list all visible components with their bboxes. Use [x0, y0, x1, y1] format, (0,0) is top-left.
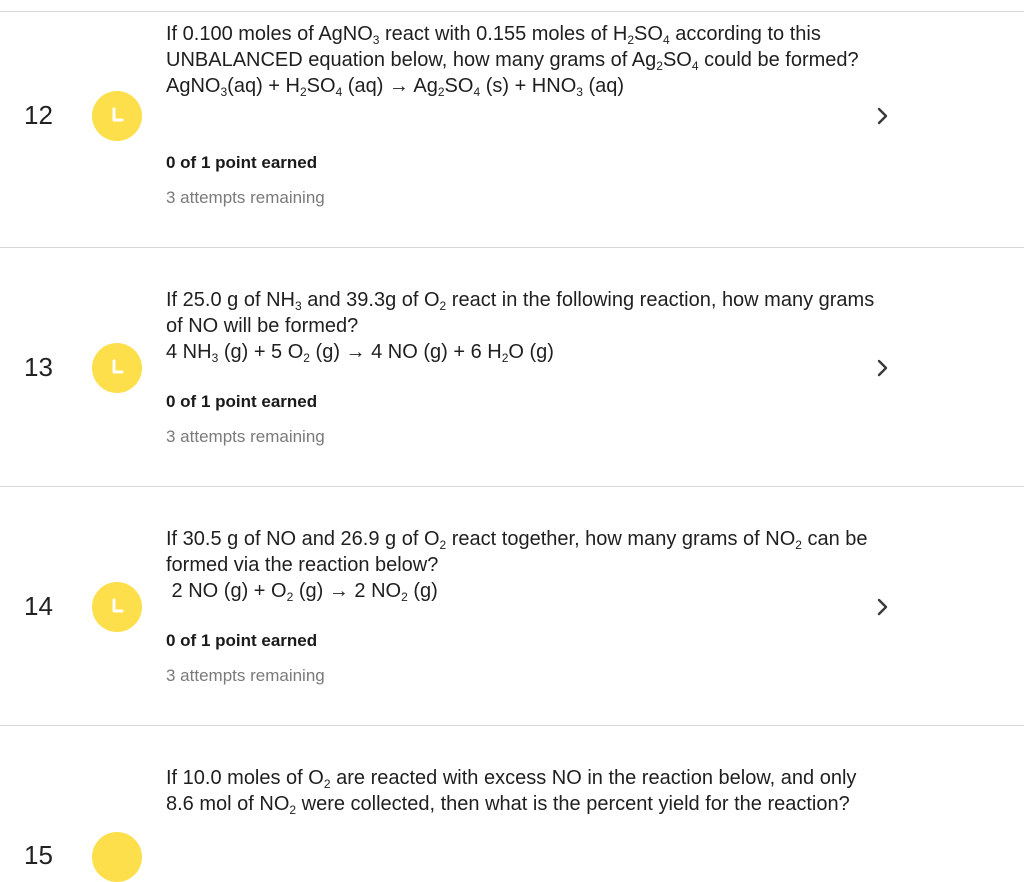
points-earned: 0 of 1 point earned — [166, 392, 318, 411]
item-divider — [0, 486, 1024, 487]
item-divider — [0, 247, 1024, 248]
attempts-remaining: 3 attempts remaining — [166, 666, 325, 685]
clock-icon — [92, 582, 142, 632]
question-text: If 25.0 g of $NH_3$ and 39.3g of $O_2$ react in the following reaction, how many grams of NO will be formed? 4 $NH_3$ (g) + 5 $O_2$ (g) → 4 NO (g) + 6 $H_2O$ (g) — [166, 289, 875, 365]
question-text: If 30.5 g of NO and 26.9 g of $O_2$ react together, how many grams of $NO_2$ can be formed via the reaction below? 2 NO $(g) + O_2$ (g) → 2 $NO_2$ (g) — [166, 526, 876, 604]
chemical-equation: 4 $NH_3$ (g) + 5 $O_2$ (g) → 4 NO (g) + 6 $H_2O$ (g) — [166, 341, 554, 365]
clock-icon — [92, 91, 142, 141]
chemical-equation: AgNO$_3$(aq) + $H_2SO_4$ $(aq) \to Ag_2SO_4$ $(s) + HNO_3$ (aq) — [166, 75, 625, 99]
clock-icon — [92, 832, 142, 882]
clock-icon — [92, 343, 142, 393]
chevron-right-icon[interactable] — [870, 356, 894, 380]
points-earned: 0 of 1 point earned — [166, 631, 318, 650]
chevron-right-icon[interactable] — [870, 104, 894, 128]
question-text: If 0.100 moles of AgNO$_3$ react with 0.155 moles of $H_2SO_4$ according to this UNBALANCED equation below, how many grams of $Ag_2SO_4$ could be formed? AgNO$_3$(aq) + $H_2SO_4$ $(aq) \to Ag_2SO_4$ $(s) + HNO_3$ (aq) — [166, 21, 876, 99]
chevron-right-icon[interactable] — [870, 595, 894, 619]
question-text: If 10.0 moles of $O_2$ are reacted with excess NO in the reaction below, and only 8.6 mol of $NO_2$ were collected, then what is the percent yield for the reaction? — [166, 767, 857, 817]
question-number: 12 — [24, 100, 53, 130]
item-divider — [0, 725, 1024, 726]
top-divider — [0, 11, 1024, 12]
attempts-remaining: 3 attempts remaining — [166, 427, 325, 446]
question-number: 14 — [24, 591, 53, 621]
question-number: 15 — [24, 840, 53, 870]
question-number: 13 — [24, 352, 53, 382]
attempts-remaining: 3 attempts remaining — [166, 188, 325, 207]
chemical-equation: 2 NO $(g) + O_2$ (g) → 2 $NO_2$ (g) — [166, 580, 438, 604]
points-earned: 0 of 1 point earned — [166, 153, 318, 172]
